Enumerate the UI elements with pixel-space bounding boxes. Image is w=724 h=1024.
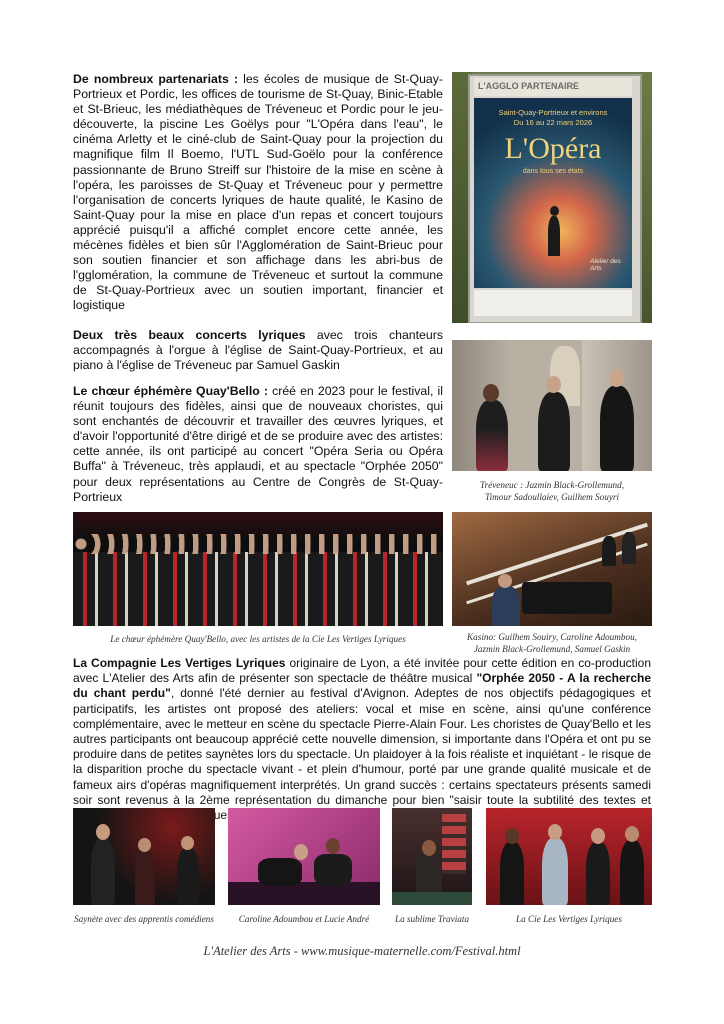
caroline-caption: Caroline Adoumbou et Lucie André (238, 914, 370, 924)
caroline-lucie-photo (228, 808, 380, 905)
traviata-photo (392, 808, 472, 905)
kasino-photo (452, 512, 652, 626)
concerts-text: avec trois chanteurs accompagnés à l'orgue à l'église de Saint-Quay-Portrieux, et au piano à l'église de Tréveneuc par Samuel Gaskin (73, 328, 443, 373)
choeur-paragraph (73, 384, 443, 505)
poster-artwork (474, 98, 632, 288)
choir-photo (73, 512, 443, 626)
church-concert-photo (452, 340, 652, 471)
partnerships-paragraph (73, 72, 443, 314)
poster-tagline: dans tous ses états (522, 168, 584, 175)
poster-logos (474, 290, 632, 316)
traviata-caption: La sublime Traviata (394, 914, 470, 924)
poster-title: L'Opéra (504, 132, 602, 165)
concerts-paragraph (73, 328, 443, 373)
partnerships-text: les écoles de musique de St-Quay-Portrieux et Pordic, les offices de tourisme de St-Quay, Binic-Etable et St-Brieuc, les médiathèques de Tréveneuc et Pordic pour le jeu-découverte, la piscine Les Goëlys pour "L'Opéra dans l'eau", le cinéma Arletty et le ciné-club de Saint-Quay pour la projection du magnifique film Il Boemo, l'UTL Sud-Goëlo pour la conférence passionnante de Bruno Streiff sur l'histoire de la mise en scène à l'opéra, les paroisses de St-Quay et Tréveneuc pour y permettre l'organisation de concerts lyriques de haute qualité, le Kasino de Saint-Quay pour la mise en place d'un repas et concert toujours apprécié puisqu'il a affiché complet encore cette année, les mécènes fidèles et bien sûr l'Agglomération de Saint-Brieuc pour son soutien financier et son affichage dans les abri-bus de l'gglomération, la commune de Tréveneuc et surtout la commune de St-Quay-Portrieux avec un soutien important, financier et logistique (73, 72, 443, 313)
kasino-caption: Kasino: Guilhem Souiry, Caroline Adoumbou, Jazmin Black-Grollemund, Samuel Gaskin (467, 632, 637, 654)
choeur-caption: Le chœur éphémère Quay'Bello, avec les artistes de la Cie Les Vertiges Lyriques (110, 634, 406, 644)
treveneuc-caption: Tréveneuc : Jazmin Black-Grollemund, Timour Sadoullaiev, Guilhem Souyri (479, 480, 625, 502)
compagnie-text-b: , donné l'été dernier au festival d'Avignon. Adeptes de nos objectifs pédagogiques et participatifs, les artistes ont proposé des ateliers: vocal et mise en scène, ainsi qu'une conférence complémentaire, avec le metteur en scène du spectacle Pierre-Alain Four. Les choristes de Quay'Bello et les autres participants ont beaucoup apprécié cette nouvelle dimension, si importante dans l'Opéra et ont pu se produire dans de petites saynètes lors du spectacle. Un plaidoyer à la fois réaliste et inquiétant - le risque de la disparition proche du spectacle vivant - et plein d'humour, porté par une grande qualité musicale et de fameux airs d'opéras magnifiquement interprétés. Un grand succès : certains spectateurs présents samedi soir sont revenus à la 2ème représentation du dimanche pour bien "saisir toute la subtilité des textes et (73, 686, 651, 807)
poster-dates: Du 16 au 22 mars 2026 (513, 118, 593, 127)
poster-header: L'AGGLO PARTENAIRE (474, 78, 632, 96)
poster-footer-text: Atelier des Arts (590, 258, 621, 272)
choeur-heading: Le chœur éphémère Quay'Bello : (73, 384, 268, 398)
cie-photo (486, 808, 652, 905)
compagnie-text-a: originaire de Lyon, a été invitée pour cette édition en co-production avec L'Atelier des Arts afin de présenter son spectacle de théâtre musical (73, 656, 651, 686)
page-footer: L'Atelier des Arts - www.musique-maternelle.com/Festival.html (203, 944, 521, 958)
saynete-photo (73, 808, 215, 905)
compagnie-heading: La Compagnie Les Vertiges Lyriques (73, 656, 286, 670)
compagnie-show-title: "Orphée 2050 - A la recherche du chant perdu" (73, 671, 651, 701)
partnerships-heading: De nombreux partenariats : (73, 72, 238, 86)
poster-subtitle: Saint-Quay-Portrieux et environs (498, 108, 608, 117)
poster-photo (452, 72, 652, 323)
choeur-text: créé en 2023 pour le festival, il réunit toujours des fidèles, ainsi que de nouveaux choristes, qui sont enchantés de découvrir et travailler des œuvres lyriques, et d'avoir l'opportunité d'être dirigé et de se produire avec des artistes: cette année, ils ont participé au concert "Opéra Seria ou Opéra Buffa" à Tréveneuc, très applaudi, et au spectacle "Orphée 2050" pour deux représentations au Centre de Congrès de St-Quay-Portrieux (73, 384, 443, 504)
cie-caption: La Cie Les Vertiges Lyriques (516, 914, 622, 924)
concerts-heading: Deux très beaux concerts lyriques (73, 328, 306, 342)
compagnie-paragraph (73, 656, 651, 823)
saynete-caption: Saynète avec des apprentis comédiens (74, 914, 214, 924)
